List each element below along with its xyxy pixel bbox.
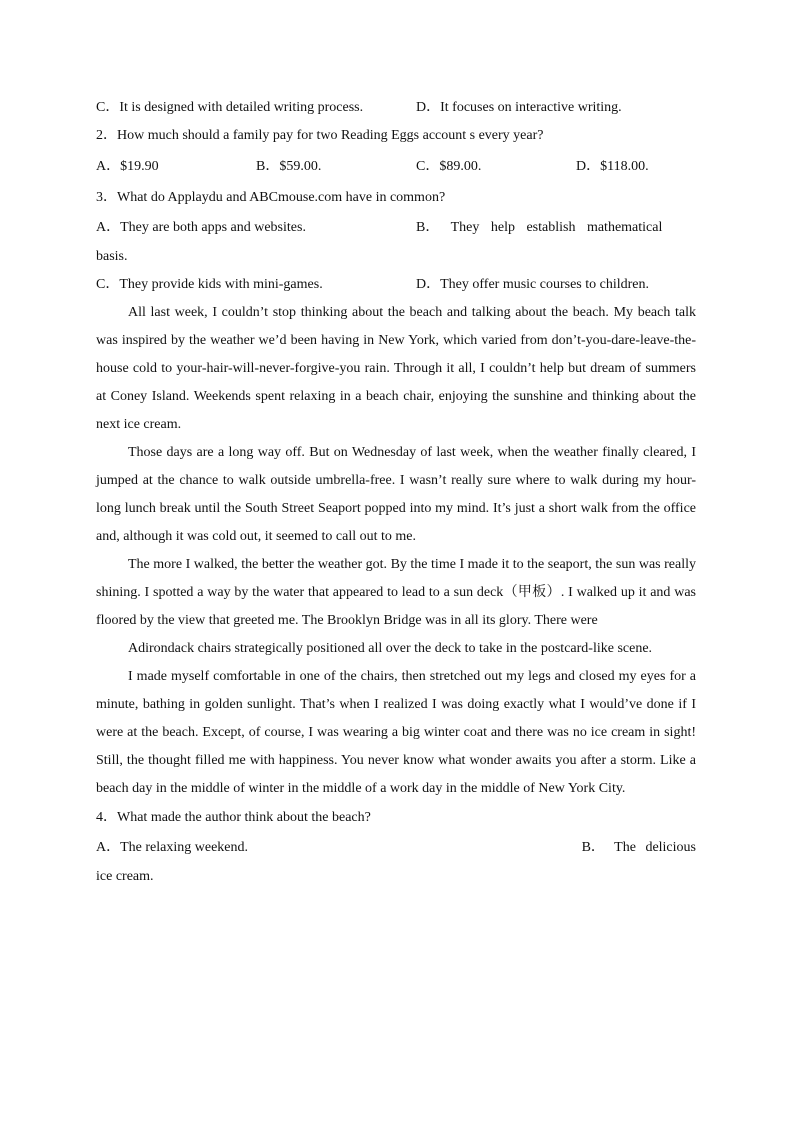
q3-options-cd [96, 271, 696, 299]
passage-paragraph-4: Adirondack chairs strategically positioned all over the deck to take in the postcard-like scene. [128, 641, 653, 656]
q2-option-a: A．$19.90 [96, 159, 159, 174]
q1-option-c: C．It is designed with detailed writing process. [96, 100, 364, 115]
q2-option-c: C．$89.00. [416, 159, 482, 174]
q3-option-b-continued: basis. [96, 249, 128, 264]
q3-options-ab [96, 213, 696, 243]
q4-options-ab [96, 833, 696, 863]
q3-stem: 3．What do Applaydu and ABCmouse.com have in common? [96, 190, 446, 205]
q4-stem: 4．What made the author think about the beach? [96, 810, 371, 825]
passage-paragraph-2: Those days are a long way off. But on Wednesday of last week, when the weather finally cleared, I jumped at the chance to walk outside umbrella-free. I wasn’t really sure where to walk during my hour-long lunch break until the South Street Seaport popped into my mind. It’s just a short walk from the office and, although it was cold out, it seemed to call out to me. [96, 445, 696, 544]
q3-option-a: A．They are both apps and websites. [96, 220, 306, 235]
q3-option-b: B． They help establish mathematical [416, 220, 663, 235]
q4-option-b: B． The delicious [581, 840, 696, 855]
passage-paragraph-3: The more I walked, the better the weather got. By the time I made it to the seaport, the sun was really shining. I spotted a way by the water that appeared to lead to a sun deck（甲板）. I walked up it and was floored by the view that greeted me. The Brooklyn Bridge was in all its glory. There were [96, 557, 696, 628]
document-page [96, 95, 696, 891]
q4-option-b-continued: ice cream. [96, 869, 154, 884]
passage-paragraph-1: All last week, I couldn’t stop thinking about the beach and talking about the beach. My beach talk was inspired by the weather we’d been having in New York, which varied from don’t-you-dare-leave-the-house cold to your-hair-will-never-forgive-you rain. Through it all, I couldn’t help but dream of summers at Coney Island. Weekends spent relaxing in a beach chair, enjoying the sunshine and thinking about the next ice cream. [96, 305, 696, 432]
q2-option-d: D．$118.00. [576, 159, 649, 174]
q3-option-c: C．They provide kids with mini-games. [96, 277, 323, 292]
q4-option-a: A．The relaxing weekend. [96, 840, 248, 855]
q2-options [96, 151, 696, 183]
q3-option-d: D．They offer music courses to children. [416, 277, 650, 292]
q1-options-cd [96, 95, 696, 121]
q2-option-b: B．$59.00. [256, 159, 322, 174]
q1-option-d: D．It focuses on interactive writing. [416, 100, 622, 115]
passage-paragraph-5: I made myself comfortable in one of the chairs, then stretched out my legs and closed my eyes for a minute, bathing in golden sunlight. That’s when I realized I was doing exactly what I would’ve done if I were at the beach. Except, of course, I was wearing a big winter coat and there was no ice cream in sight! Still, the thought filled me with happiness. You never know what wonder awaits you after a storm. Like a beach day in the middle of winter in the middle of a work day in the middle of New York City. [96, 669, 696, 796]
q2-stem: 2．How much should a family pay for two Reading Eggs account s every year? [96, 128, 544, 143]
